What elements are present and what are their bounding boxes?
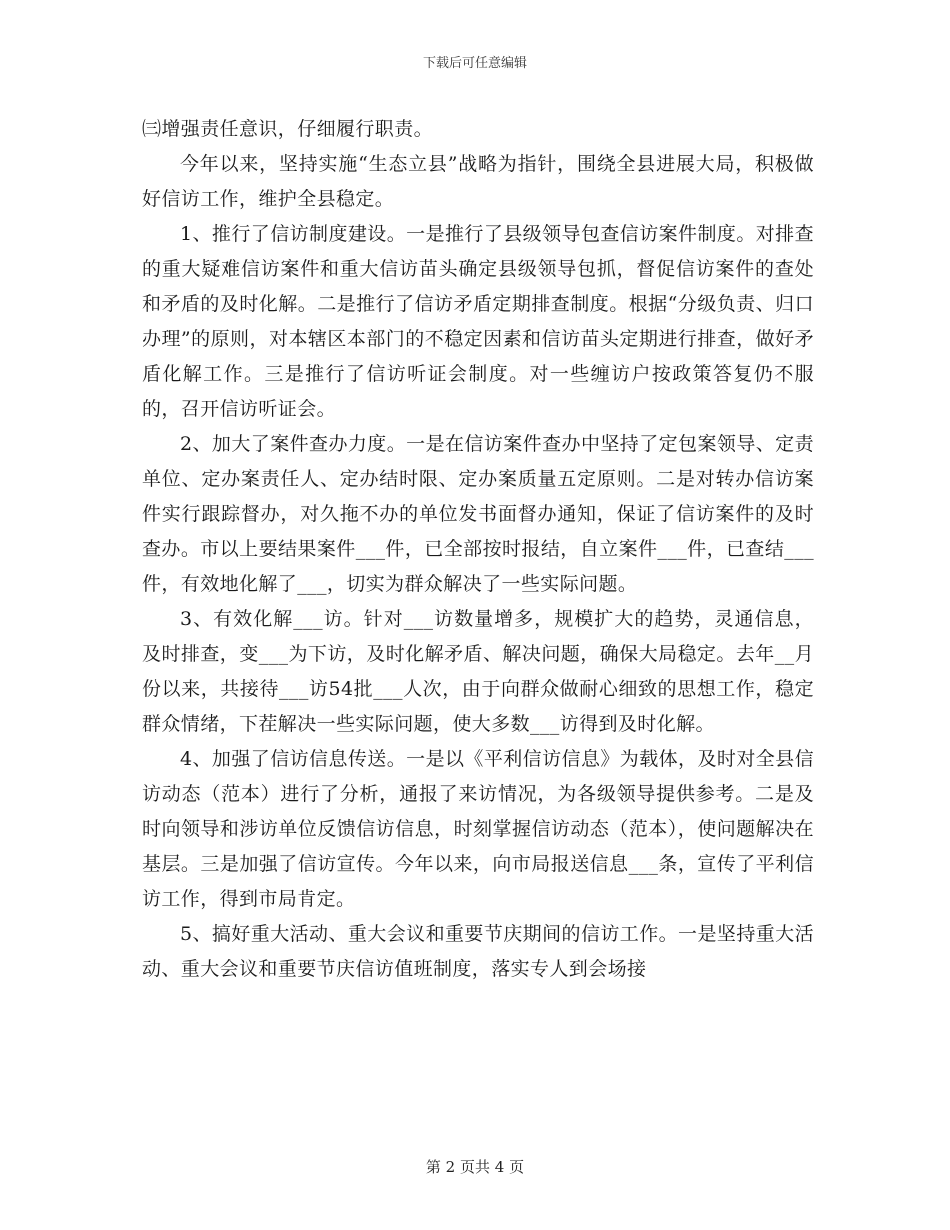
- page-number: 第 2 页共 4 页: [425, 1158, 525, 1176]
- section-heading: ㈢增强责任意识，仔细履行职责。: [142, 118, 434, 140]
- paragraph-item-2: 2、加大了案件查办力度。一是在信访案件查办中坚持了定包案领导、定责单位、定办案责任人、定办结时限、定办案质量五定原则。二是对转办信访案件实行跟踪督办，对久拖不办的单位发书面督办通知，保证了信访案件的及时查办。市以上要结果案件___件，已全部按时报结，自立案件___件，已查结___件，有效地化解了___，切实为群众解决了一些实际问题。: [142, 433, 814, 595]
- paragraph-item-4: 4、加强了信访信息传送。一是以《平利信访信息》为载体，及时对全县信访动态（范本）进行了分析，通报了来访情况，为各级领导提供参考。二是及时向领导和涉访单位反馈信访信息，时刻掌握信访动态（范本），使问题解决在基层。三是加强了信访宣传。今年以来，向市局报送信息___条，宣传了平利信访工作，得到市局肯定。: [142, 748, 814, 910]
- page-header-note: 下载后可任意编辑: [422, 56, 527, 71]
- document-body: [142, 112, 814, 987]
- paragraph-item-5: 5、搞好重大活动、重大会议和重要节庆期间的信访工作。一是坚持重大活动、重大会议和重要节庆信访值班制度，落实专人到会场接: [142, 923, 814, 980]
- paragraph-intro: 今年以来，坚持实施“生态立县”战略为指针，围绕全县进展大局，积极做好信访工作，维护全县稳定。: [142, 153, 814, 210]
- paragraph-item-3: 3、有效化解___访。针对___访数量增多，规模扩大的趋势，灵通信息，及时排查，变___为下访，及时化解矛盾、解决问题，确保大局稳定。去年__月份以来，共接待___访54批___人次，由于向群众做耐心细致的思想工作，稳定群众情绪，下茬解决一些实际问题，使大多数___访得到及时化解。: [142, 608, 814, 735]
- paragraph-item-1: 1、推行了信访制度建设。一是推行了县级领导包查信访案件制度。对排查的重大疑难信访案件和重大信访苗头确定县级领导包抓，督促信访案件的查处和矛盾的及时化解。二是推行了信访矛盾定期排查制度。根据“分级负责、归口办理”的原则，对本辖区本部门的不稳定因素和信访苗头定期进行排查，做好矛盾化解工作。三是推行了信访听证会制度。对一些缠访户按政策答复仍不服的，召开信访听证会。: [142, 223, 814, 420]
